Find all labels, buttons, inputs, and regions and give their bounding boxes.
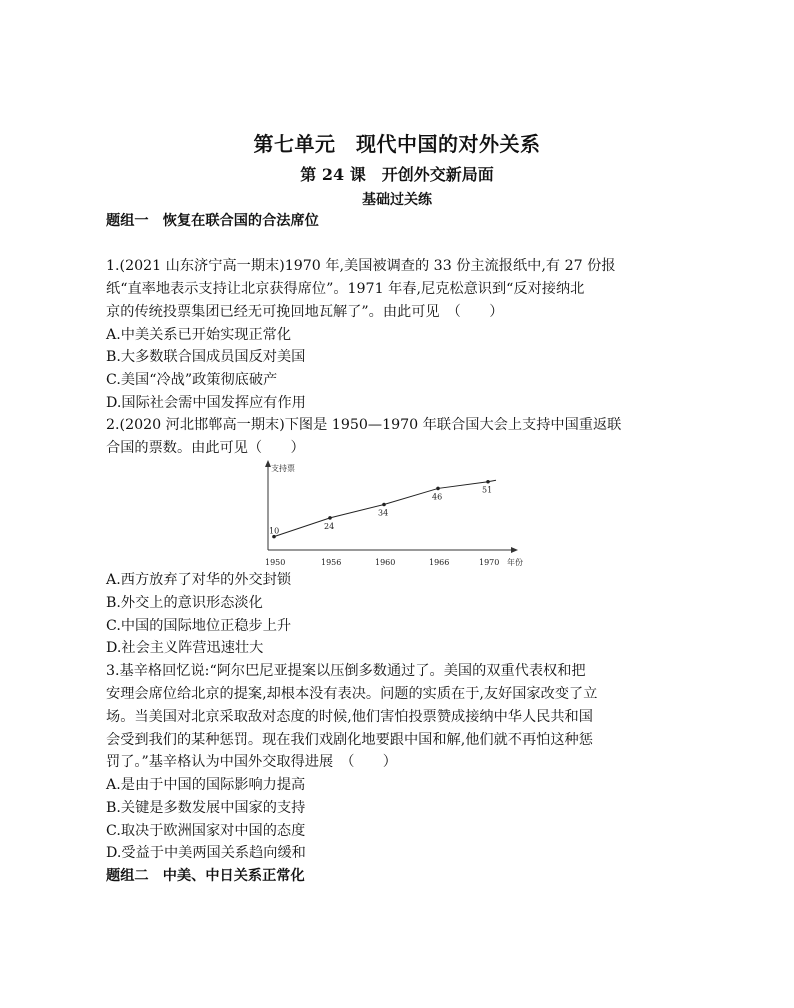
section-title: 基础过关练 <box>362 192 432 208</box>
question-1-option-a: A.中美关系已开始实现正常化 <box>106 327 292 343</box>
data-label: 51 <box>482 485 493 495</box>
data-point <box>382 503 386 507</box>
x-tick-label: 1966 <box>429 558 450 567</box>
question-3-line: 安理会席位给北京的提案,却根本没有表决。问题的实质在于,友好国家改变了立 <box>106 686 598 702</box>
question-3-option-d: D.受益于中美两国关系趋向缓和 <box>106 845 306 861</box>
question-1-line: 纸“直率地表示支持让北京获得席位”。1971 年春,尼克松意识到“反对接纳北 <box>106 281 585 297</box>
x-axis-arrow <box>511 547 518 553</box>
question-2-line: 合国的票数。由此可见（ ） <box>106 440 305 456</box>
question-1-line: 1.(2021 山东济宁高一期末)1970 年,美国被调查的 33 份主流报纸中,有 27 份报 <box>106 258 616 274</box>
question-3-option-a: A.是由于中国的国际影响力提高 <box>106 777 306 793</box>
group-2-title: 题组二 中美、中日关系正常化 <box>106 868 305 884</box>
unit-title: 第七单元 现代中国的对外关系 <box>253 132 541 156</box>
x-tick-label: 1960 <box>375 558 396 567</box>
x-tick-label: 1970 <box>479 558 500 567</box>
question-3-line: 罚了。”基辛格认为中国外交取得进展 （ ） <box>106 754 397 770</box>
group-1-title: 题组一 恢复在联合国的合法席位 <box>106 213 319 229</box>
marks-layer <box>265 480 499 567</box>
question-3-option-c: C.取决于欧洲国家对中国的态度 <box>106 823 306 839</box>
x-axis-label: 年份 <box>507 558 523 567</box>
data-point <box>486 480 490 484</box>
question-2-option-d: D.社会主义阵营迅速壮大 <box>106 640 264 656</box>
question-3-line: 会受到我们的某种惩罚。现在我们戏剧化地要跟中国和解,他们就不再怕这种惩 <box>106 732 593 748</box>
x-tick-label: 1956 <box>321 558 342 567</box>
data-label: 46 <box>432 492 443 502</box>
question-2-option-a: A.西方放弃了对华的外交封锁 <box>106 572 292 588</box>
data-point <box>328 516 332 520</box>
question-2-line: 2.(2020 河北邯郸高一期末)下图是 1950—1970 年联合国大会上支持中国重返联 <box>106 417 622 433</box>
question-2-option-b: B.外交上的意识形态淡化 <box>106 595 263 611</box>
data-point <box>436 487 440 491</box>
votes-line-chart <box>258 459 538 572</box>
question-3-option-b: B.关键是多数发展中国家的支持 <box>106 800 306 816</box>
x-tick-label: 1950 <box>265 558 286 567</box>
lesson-title: 第 24 课 开创外交新局面 <box>300 165 494 184</box>
data-label: 34 <box>378 508 389 518</box>
question-3-line: 场。当美国对北京采取敌对态度的时候,他们害怕投票赞成接纳中华人民共和国 <box>106 709 593 725</box>
y-axis-label: 支持票 <box>271 464 295 473</box>
question-1-option-d: D.国际社会需中国发挥应有作用 <box>106 395 306 411</box>
question-1-line: 京的传统投票集团已经无可挽回地瓦解了”。由此可见 （ ） <box>106 304 504 320</box>
question-1-option-b: B.大多数联合国成员国反对美国 <box>106 349 306 365</box>
data-label: 10 <box>269 526 280 536</box>
question-1-option-c: C.美国“冷战”政策彻底破产 <box>106 372 278 388</box>
question-2-option-c: C.中国的国际地位正稳步上升 <box>106 618 292 634</box>
data-label: 24 <box>324 521 335 531</box>
question-3-line: 3.基辛格回忆说:“阿尔巴尼亚提案以压倒多数通过了。美国的双重代表权和把 <box>106 663 586 679</box>
